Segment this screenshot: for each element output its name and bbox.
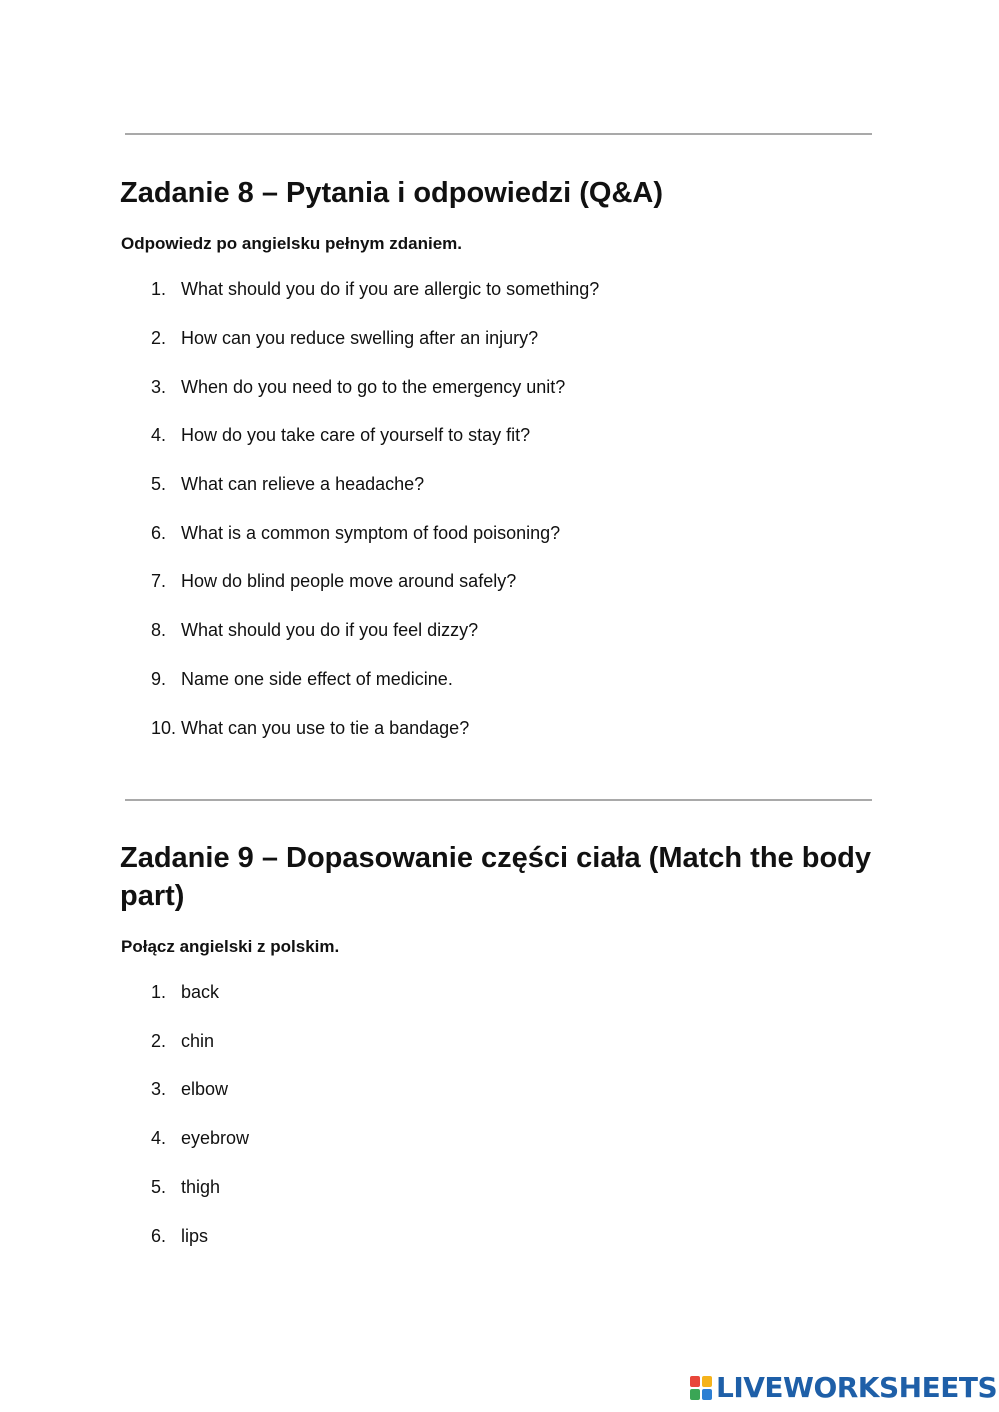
question-number: 7. [151, 571, 167, 591]
item-number: 4. [151, 1128, 167, 1148]
question-text: What should you do if you are allergic to something? [181, 279, 600, 299]
section-9-instruction: Połącz angielski z polskim. [121, 937, 340, 956]
question-number: 1. [151, 279, 167, 299]
body-part-text: lips [181, 1226, 209, 1246]
item-number: 5. [151, 1177, 167, 1197]
logo-square-green [690, 1389, 700, 1400]
item-number: 1. [151, 982, 167, 1002]
item-number: 6. [151, 1226, 167, 1246]
body-part-text: thigh [181, 1177, 221, 1197]
liveworksheets-logo-icon [690, 1376, 712, 1400]
logo-square-yellow [702, 1376, 712, 1387]
question-number: 10. [151, 718, 177, 738]
section-9-title: Zadanie 9 – Dopasowanie części ciała (Match the body part) [120, 842, 872, 912]
question-text: What is a common symptom of food poisoning? [181, 523, 561, 543]
body-part-text: chin [181, 1031, 215, 1051]
section-8-instruction: Odpowiedz po angielsku pełnym zdaniem. [121, 234, 462, 253]
logo-square-blue [702, 1389, 712, 1400]
middle-divider [125, 799, 872, 801]
top-divider [125, 133, 872, 135]
question-text: What can you use to tie a bandage? [181, 718, 470, 738]
section-8-title: Zadanie 8 – Pytania i odpowiedzi (Q&A) [120, 177, 664, 209]
question-number: 3. [151, 377, 167, 397]
question-text: How can you reduce swelling after an injury? [181, 328, 539, 348]
question-number: 8. [151, 620, 167, 640]
body-part-text: elbow [181, 1079, 229, 1099]
question-number: 5. [151, 474, 167, 494]
question-number: 2. [151, 328, 167, 348]
question-number: 9. [151, 669, 167, 689]
question-text: How do you take care of yourself to stay fit? [181, 425, 531, 445]
question-text: How do blind people move around safely? [181, 571, 517, 591]
question-text: What can relieve a headache? [181, 474, 425, 494]
question-text: When do you need to go to the emergency unit? [181, 377, 566, 397]
logo-square-red [690, 1376, 700, 1387]
body-part-text: back [181, 982, 220, 1002]
question-text: What should you do if you feel dizzy? [181, 620, 479, 640]
question-number: 6. [151, 523, 167, 543]
liveworksheets-logo[interactable] [690, 1372, 997, 1404]
question-number: 4. [151, 425, 167, 445]
item-number: 2. [151, 1031, 167, 1051]
liveworksheets-logo-text: LIVEWORKSHEETS [716, 1371, 998, 1404]
item-number: 3. [151, 1079, 167, 1099]
body-part-text: eyebrow [181, 1128, 250, 1148]
question-text: Name one side effect of medicine. [181, 669, 453, 689]
